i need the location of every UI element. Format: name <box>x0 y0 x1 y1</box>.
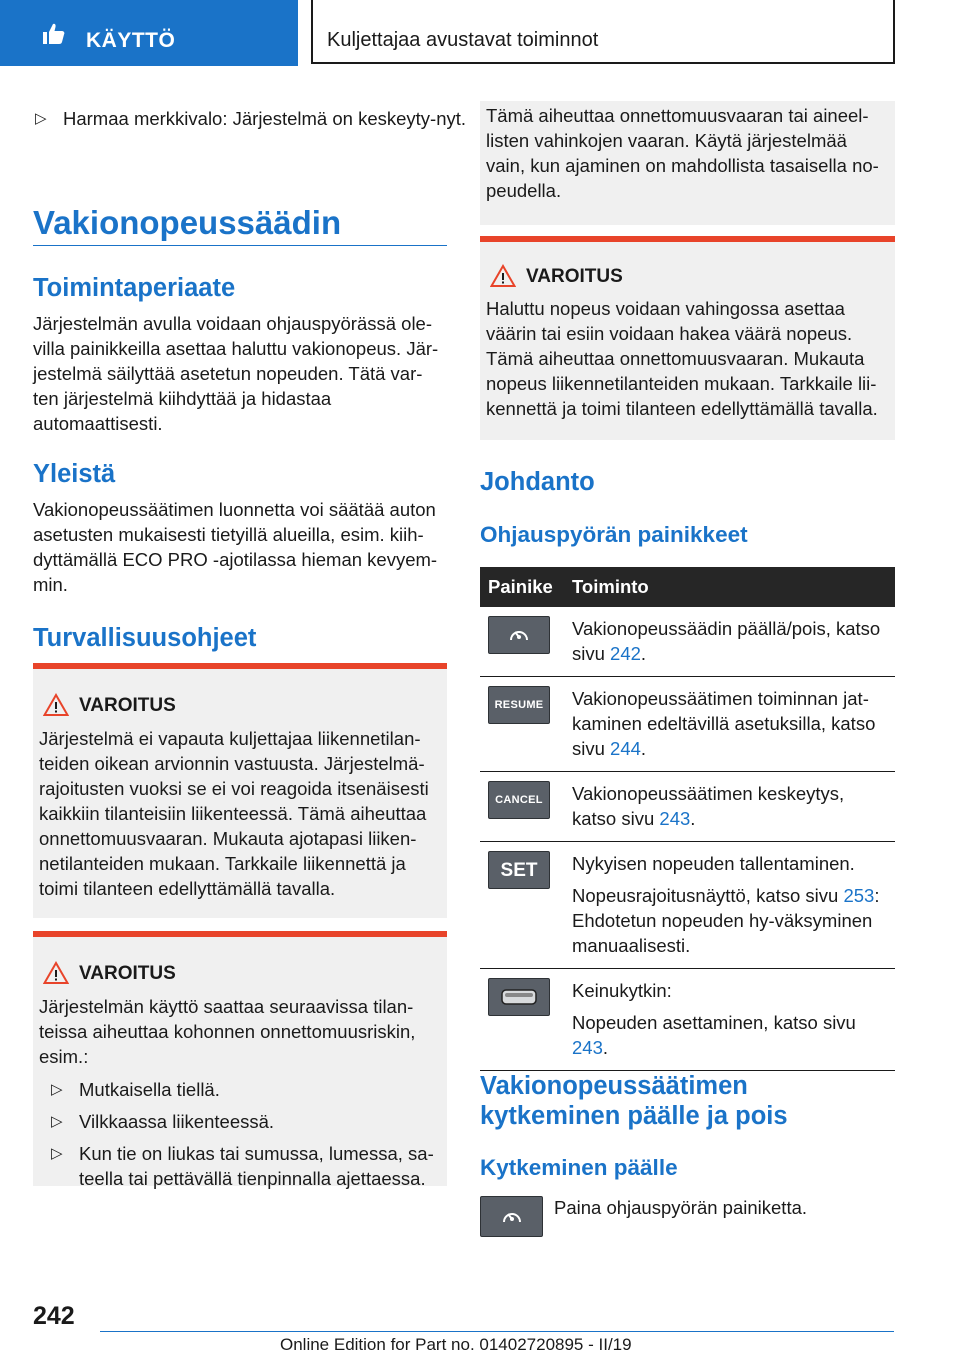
section-label: KÄYTTÖ <box>86 29 176 52</box>
rocker-switch-icon <box>488 978 550 1016</box>
list-item <box>49 1077 439 1102</box>
breadcrumb <box>311 0 895 64</box>
buttons-table <box>480 567 895 1071</box>
table-row: Keinukytkin: Nopeuden asettaminen, katso sivu 243. <box>480 969 895 1071</box>
list-item-text: Vilkkaassa liikenteessä. <box>79 1111 275 1132</box>
warning-box <box>33 663 447 918</box>
warning-triangle-icon <box>43 961 69 985</box>
list-item <box>49 1109 439 1134</box>
section-heading-safety: Turvallisuusohjeet <box>33 624 257 652</box>
warning-text: Haluttu nopeus voidaan vahingossa asettaa väärin tai esiin voidaan hakea väärä nopeus. Tämä aiheuttaa onnettomuusvaaran. Mukauta nopeus liikennetilanteiden mukaan. Tarkkaile lii-kennettä ja toimi tilanteen edellyttämällä tavalla. <box>486 298 878 419</box>
warning-text: Järjestelmän käyttö saattaa seuraavissa tilan-teissa aiheuttaa kohonnen onnettomuusriskin, esim.: <box>39 996 416 1067</box>
table-row: RESUME Vakionopeussäätimen toiminnan jat-kaminen edeltävillä asetuksilla, katso sivu 244. <box>480 677 895 772</box>
cruise-control-icon <box>480 1196 543 1237</box>
page-link[interactable]: 243 <box>659 808 691 829</box>
warning-text: Järjestelmä ei vapauta kuljettajaa liikennetilan-teiden oikean arvionnin vastuusta. Järjestelmä-rajoitusten vuoksi se ei voi reagoida itsenäisesti kaikkiin tilanteisiin liikenteessä. Tämä aiheuttaa onnettomuusvaaran. Mukauta ajotapasi liiken-netilanteiden mukaan. Tarkkaile liikennettä ja toimi tilanteen edellyttämällä tavalla. <box>39 728 429 899</box>
warning-triangle-icon <box>43 693 69 717</box>
section-heading-switch: Vakionopeussäätimen kytkeminen päälle ja pois <box>480 1072 788 1130</box>
subheading-switch-on: Kytkeminen päälle <box>480 1155 678 1180</box>
warning-label: VAROITUS <box>526 266 623 287</box>
warning-bar <box>480 236 895 242</box>
warning-label: VAROITUS <box>79 963 176 984</box>
table-row: CANCEL Vakionopeussäätimen keskeytys, katso sivu 243. <box>480 772 895 842</box>
list-item <box>49 1141 439 1191</box>
cruise-control-icon <box>488 616 550 654</box>
warning-box <box>480 236 895 440</box>
warning-bar <box>33 931 447 937</box>
section-heading-general: Yleistä <box>33 460 116 488</box>
page-number: 242 <box>33 1302 75 1330</box>
column-header: Toiminto <box>564 567 895 607</box>
general-text: Vakionopeussäätimen luonnetta voi säätää auton asetusten mukaisesti tietyillä alueilla, esim. kiih-dyttämällä ECO PRO -ajotilassa hieman kevyem-min. <box>33 499 438 595</box>
switch-on-text: Paina ohjauspyörän painiketta. <box>554 1197 808 1218</box>
bullet-triangle-icon: ▷ <box>35 110 47 127</box>
bullet-text: Harmaa merkkivalo: Järjestelmä on keskeyty-nyt. <box>63 108 467 129</box>
warning-header <box>33 691 447 721</box>
footer-rule <box>100 1331 894 1332</box>
title-rule <box>33 245 447 246</box>
table-header-row <box>480 567 895 607</box>
table-row: Vakionopeussäädin päällä/pois, katso sivu 242. <box>480 607 895 677</box>
table-row: SET Nykyisen nopeuden tallentaminen. Nopeusrajoitusnäyttö, katso sivu 253: Ehdotetun nopeuden hy-väksyminen manuaalisesti. <box>480 842 895 969</box>
status-bullet <box>33 106 477 131</box>
cancel-button-icon: CANCEL <box>488 781 550 819</box>
breadcrumb-label: Kuljettajaa avustavat toiminnot <box>327 29 599 51</box>
bullet-triangle-icon: ▷ <box>51 1113 63 1130</box>
warning-header <box>33 959 447 989</box>
page-link[interactable]: 242 <box>610 643 641 664</box>
subheading-wheel-buttons: Ohjauspyörän painikkeet <box>480 522 748 547</box>
page-title: Vakionopeussäädin <box>33 204 342 241</box>
edition-note: Online Edition for Part no. 01402720895 - II/19 <box>280 1335 632 1354</box>
set-button-icon: SET <box>488 851 550 889</box>
warning-box <box>33 931 447 1189</box>
bullet-triangle-icon: ▷ <box>51 1081 63 1098</box>
principle-text: Järjestelmän avulla voidaan ohjauspyörässä ole-villa painikkeilla asettaa haluttu vakionopeus. Jär-jestelmä säilyttää asetetun nopeuden. Tätä var-ten järjestelmä kiihdyttää ja hidastaa automaattisesti. <box>33 313 439 434</box>
warning-header <box>480 262 895 292</box>
warning-label: VAROITUS <box>79 695 176 716</box>
hand-pointer-icon <box>40 22 66 46</box>
section-heading-principle: Toimintaperiaate <box>33 274 236 302</box>
warning-continuation: Tämä aiheuttaa onnettomuusvaaran tai aineel-listen vahinkojen vaaran. Käytä järjestelmää vain, kun ajaminen on mahdollista tasaisella no-peudella. <box>480 101 895 225</box>
page-link[interactable]: 244 <box>610 738 641 759</box>
resume-button-icon: RESUME <box>488 686 550 724</box>
list-item-text: Mutkaisella tiellä. <box>79 1079 220 1100</box>
section-heading-intro: Johdanto <box>480 468 595 496</box>
page-link[interactable]: 243 <box>572 1037 603 1058</box>
warning-bar <box>33 663 447 669</box>
warning-triangle-icon <box>490 264 516 288</box>
bullet-triangle-icon: ▷ <box>51 1145 63 1162</box>
list-item-text: Kun tie on liukas tai sumussa, lumessa, sa-teella tai pettävällä tienpinnalla ajettaessa. <box>79 1143 434 1189</box>
column-header: Painike <box>480 567 564 607</box>
page-link[interactable]: 253 <box>843 885 875 906</box>
section-tab[interactable] <box>0 0 298 66</box>
